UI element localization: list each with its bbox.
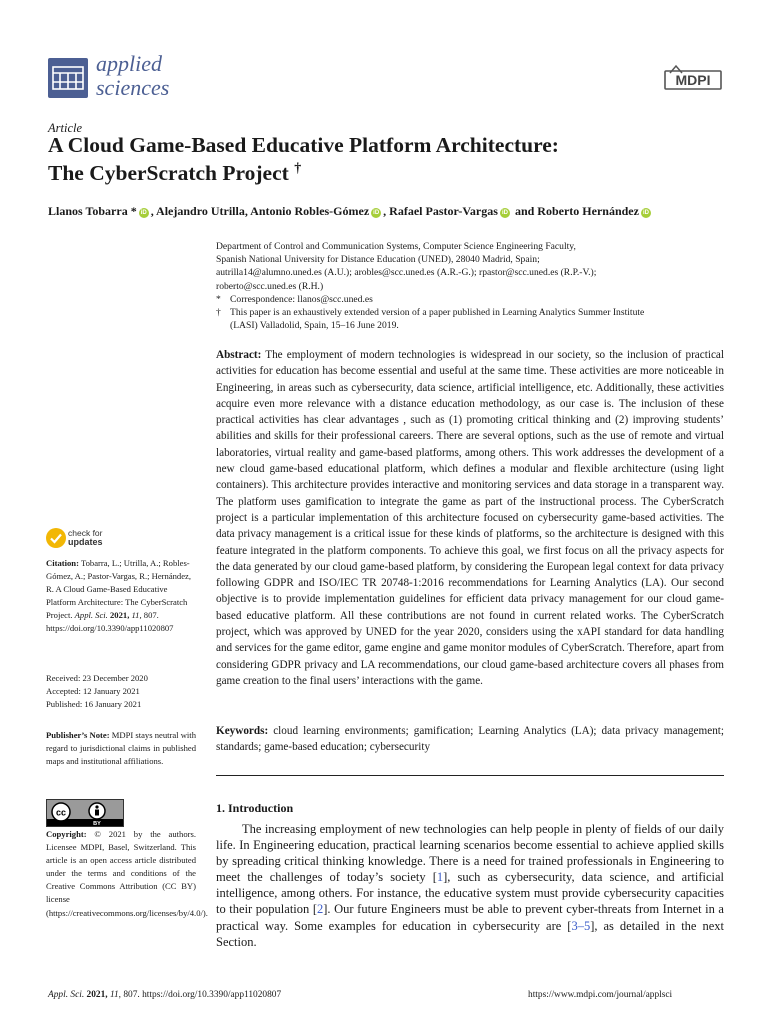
footer-doi[interactable]: 807. https://doi.org/10.3390/app11020807 <box>123 990 282 1000</box>
citation-link[interactable]: 2 <box>317 902 324 917</box>
citation-journal: Appl. Sci. <box>74 610 108 621</box>
publisher-note-label: Publisher’s Note: <box>46 730 110 740</box>
footer-journal: Appl. Sci. <box>48 990 85 1000</box>
journal-name <box>96 52 169 100</box>
author-separator: and <box>511 204 538 218</box>
check-updates-text <box>68 529 103 547</box>
dates-block <box>46 672 196 711</box>
journal-name-line2: sciences <box>96 75 170 100</box>
citation-link[interactable]: 3–5 <box>571 918 591 933</box>
check-line1: check for <box>68 528 103 538</box>
note-mark: † <box>216 307 221 319</box>
citation-volume: 11, <box>131 610 142 621</box>
abstract <box>216 347 724 689</box>
author-separator: , <box>383 204 390 218</box>
footer-citation <box>48 990 281 1000</box>
footer-year: 2021, <box>86 990 108 1000</box>
svg-text:cc: cc <box>55 807 67 818</box>
affiliation-line: autrilla14@alumno.uned.es (A.U.); arobles@scc.uned.es (A.R.-G.); rpastor@scc.uned.es (R.P.-V.); <box>216 267 597 279</box>
title-line1: A Cloud Game-Based Educative Platform Architecture: <box>48 133 559 157</box>
citation-doi[interactable]: 807. https://doi.org/10.3390/app11020807 <box>46 610 174 634</box>
cc-by-license-icon[interactable] <box>46 799 124 827</box>
citation-label: Citation: <box>46 558 79 568</box>
author-name: Rafael Pastor-Vargas <box>389 204 498 218</box>
author-name: Alejandro Utrilla <box>156 204 245 218</box>
keywords <box>216 723 724 756</box>
orcid-icon[interactable]: iD <box>140 210 147 216</box>
author-separator: , <box>244 204 251 218</box>
orcid-icon[interactable]: iD <box>373 210 380 216</box>
author-list <box>48 204 738 219</box>
mdpi-logo-icon <box>664 63 722 91</box>
journal-name-line1: applied <box>96 51 162 76</box>
title-footnote-mark: † <box>294 161 302 176</box>
intro-text: ]. Our future Engineers must be able to prevent cyber-threats from Internet in a practical way. Some examples for education in cybersecurity are [ <box>216 902 724 933</box>
citation-text: Tobarra, L.; Utrilla, A.; Robles-Gómez, A.; Pastor-Vargas, R.; Hernández, R. A Cloud Game-Based Educative Platform Architecture: The CyberScratch Project. <box>46 558 192 621</box>
author-name: Roberto Hernández <box>537 204 639 218</box>
received-date: Received: 23 December 2020 <box>46 673 148 683</box>
cc-by-label: BY <box>93 821 101 826</box>
orcid-icon[interactable]: iD <box>501 210 508 216</box>
footer-journal-url[interactable]: https://www.mdpi.com/journal/applsci <box>528 990 673 1000</box>
citation-block <box>46 557 196 636</box>
intro-text: The increasing employment of new technologies can help people in plenty of fields of our daily life. In Engineering education, practical learning scenarios become essential to achieve applied skills by spreading critical thinking knowledge. There is a need for trained professionals in Engineering to meet the challenges of today’s society [ <box>216 822 724 885</box>
affiliation-line: roberto@scc.uned.es (R.H.) <box>216 280 324 292</box>
correspondence-note <box>216 293 728 306</box>
note-line1: This paper is an exhaustively extended version of a paper published in Learning Analytics Summer Institute <box>230 307 645 319</box>
footer-volume: 11, <box>109 990 122 1000</box>
intro-text: ], as detailed in the next Section. <box>216 918 724 949</box>
correspondence-text: Correspondence: llanos@scc.uned.es <box>230 293 373 305</box>
check-line2: updates <box>68 537 103 547</box>
title-line2: The CyberScratch Project <box>48 161 289 186</box>
check-updates-icon <box>46 528 66 548</box>
section-divider <box>216 775 724 776</box>
affiliation-line: Spanish National University for Distance Education (UNED), 28040 Madrid, Spain; <box>216 254 540 266</box>
note-line2: (LASI) Valladolid, Spain, 15–16 June 2019. <box>230 320 399 332</box>
affiliation-block <box>216 240 728 332</box>
citation-link[interactable]: 1 <box>436 870 444 885</box>
published-date: Published: 16 January 2021 <box>46 699 142 710</box>
paper-title <box>48 133 728 185</box>
abstract-text: The employment of modern technologies is widespread in our society, so the inclusion of practical activities for education has become essential and useful at the same time. These activities are more noticeable in Engineering, in areas such as cybersecurity, data science, artificial intelligence, etc. Additionally, these activities acquire even more relevance with a distance education methodology, as our case is. The inclusion of these practical activities has clear advantages , such as (1) promoting critical thinking and (2) improving students’ abilities and skills for their professional careers. There are several options, such as the use of remote and virtual laboratories, virtual reality and game-based platforms, among others. This work addresses the development of a new cloud game-based educational platform, which defines a modular and flexible architecture (using light containers). This architecture provides interactive and monitoring services and data storage in a transparent way. The platform uses gamification to integrate the game as part of the instructional process. The CyberScratch project is a particular implementation of this architecture focused on cybersecurity game-based activities. The data privacy management is a critical issue for these kinds of platforms, so the architecture is designed with this feature integrated in the platform components. To achieve this goal, we first focus on all the privacy aspects for the data generated by our cloud game-based platform, by considering the European legal context for data privacy following GDPR and ISO/IEC TR 20748-1:2016 recommendations for Learning Analytics (LA). Our second objective is to provide implementation guidelines for efficient data privacy management for our cloud game-based educative platform. All these contributions are not found in current related works. The CyberScratch project, which was approved by UNED for the year 2020, considers using the xAPI standard for data handling and services for the game editor, game engine and game monitor modules of CyberScratch. Therefore, apart from considering GDPR privacy and LA recommendations, our cloud game-based architecture covers all phases from game creation to the final users’ interactions with the game. <box>216 349 724 687</box>
copyright-text: © 2021 by the authors. Licensee MDPI, Basel, Switzerland. This article is an open access article distributed under the terms and conditions of the Creative Commons Attribution (CC BY) license (https://creativecommons.org/licenses/by/4.0/). <box>46 829 208 918</box>
publisher-note <box>46 729 196 768</box>
keywords-text: cloud learning environments; gamification; Learning Analytics (LA); data privacy management; standards; game-based education; cybersecurity <box>216 725 725 754</box>
journal-logo-icon <box>48 58 88 98</box>
affiliation-line: Department of Control and Communication Systems, Computer Science Engineering Faculty, <box>216 241 576 252</box>
extended-version-note <box>216 306 728 332</box>
abstract-label: Abstract: <box>216 349 262 361</box>
author-name: Llanos Tobarra * <box>48 204 137 218</box>
copyright-label: Copyright: <box>46 829 87 839</box>
introduction-paragraph <box>216 821 724 950</box>
section-heading-introduction: 1. Introduction <box>216 801 294 815</box>
accepted-date: Accepted: 12 January 2021 <box>46 686 140 697</box>
article-type: Article <box>48 121 83 135</box>
author-separator: , <box>150 204 157 218</box>
copyright-block <box>46 828 208 920</box>
publisher-name: MDPI <box>675 72 711 88</box>
intro-text: ], such as cybersecurity, data science, and artificial intelligence, among others. For instance, the educative system must provide cybersecurity capacities to their population [ <box>216 870 724 917</box>
publisher-note-text: MDPI stays neutral with regard to jurisdictional claims in published maps and institutional affiliations. <box>46 730 196 767</box>
correspondence-mark: * <box>216 293 221 305</box>
citation-year: 2021, <box>110 610 130 621</box>
author-name: Antonio Robles-Gómez <box>250 204 370 218</box>
keywords-label: Keywords: <box>216 725 269 737</box>
orcid-icon[interactable]: iD <box>642 210 649 216</box>
